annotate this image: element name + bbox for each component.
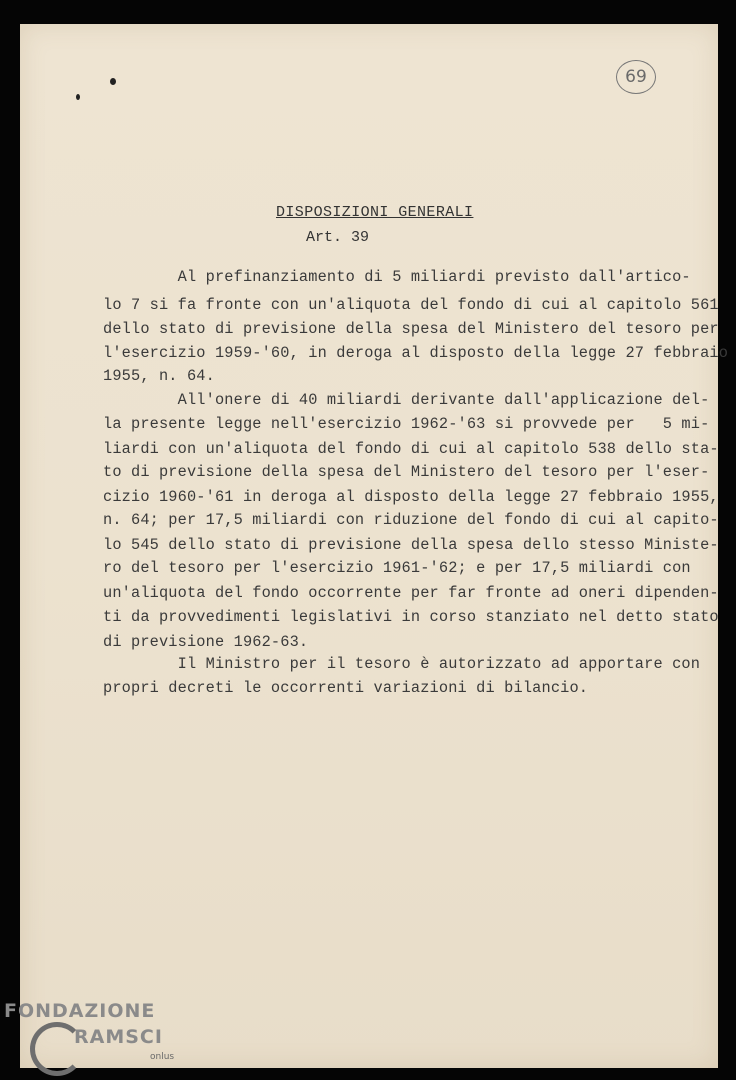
watermark-logo — [4, 1000, 184, 1075]
section-heading: DISPOSIZIONI GENERALI — [276, 204, 474, 221]
text-line: dello stato di previsione della spesa del Ministero del tesoro per — [103, 320, 719, 338]
page-number-stamp: 69 — [616, 60, 656, 94]
text-line: All'onere di 40 miliardi derivante dall'applicazione del- — [103, 391, 710, 409]
text-line: l'esercizio 1959-'60, in deroga al disposto della legge 27 febbraio — [103, 344, 729, 362]
watermark-line1: FONDAZIONE — [4, 1000, 156, 1022]
text-line: ro del tesoro per l'esercizio 1961-'62; e per 17,5 miliardi con — [103, 559, 691, 577]
article-number: Art. 39 — [306, 229, 370, 246]
text-line: cizio 1960-'61 in deroga al disposto della legge 27 febbraio 1955, — [103, 488, 719, 506]
text-line: propri decreti le occorrenti variazioni di bilancio. — [103, 679, 589, 697]
text-line: liardi con un'aliquota del fondo di cui al capitolo 538 dello sta- — [103, 440, 719, 458]
text-line: di previsione 1962-63. — [103, 633, 309, 651]
watermark-line2: RAMSCI — [74, 1026, 163, 1048]
text-line: lo 545 dello stato di previsione della spesa dello stesso Ministe- — [103, 536, 719, 554]
text-line: Il Ministro per il tesoro è autorizzato ad apportare con — [103, 655, 701, 673]
text-line: ti da provvedimenti legislativi in corso stanziato nel detto stato — [103, 608, 719, 626]
text-line: un'aliquota del fondo occorrente per far fronte ad oneri dipenden- — [103, 584, 719, 602]
text-line: lo 7 si fa fronte con un'aliquota del fondo di cui al capitolo 561 — [103, 296, 719, 314]
text-line: la presente legge nell'esercizio 1962-'63 si provvede per 5 mi- — [103, 415, 710, 433]
ink-mark — [110, 78, 116, 85]
text-line: n. 64; per 17,5 miliardi con riduzione del fondo di cui al capito- — [103, 511, 719, 529]
watermark-small: onlus — [150, 1052, 175, 1062]
text-line: Al prefinanziamento di 5 miliardi previsto dall'artico- — [103, 268, 691, 286]
ink-mark — [76, 94, 80, 100]
text-line: to di previsione della spesa del Ministero del tesoro per l'eser- — [103, 463, 710, 481]
text-line: 1955, n. 64. — [103, 367, 215, 385]
